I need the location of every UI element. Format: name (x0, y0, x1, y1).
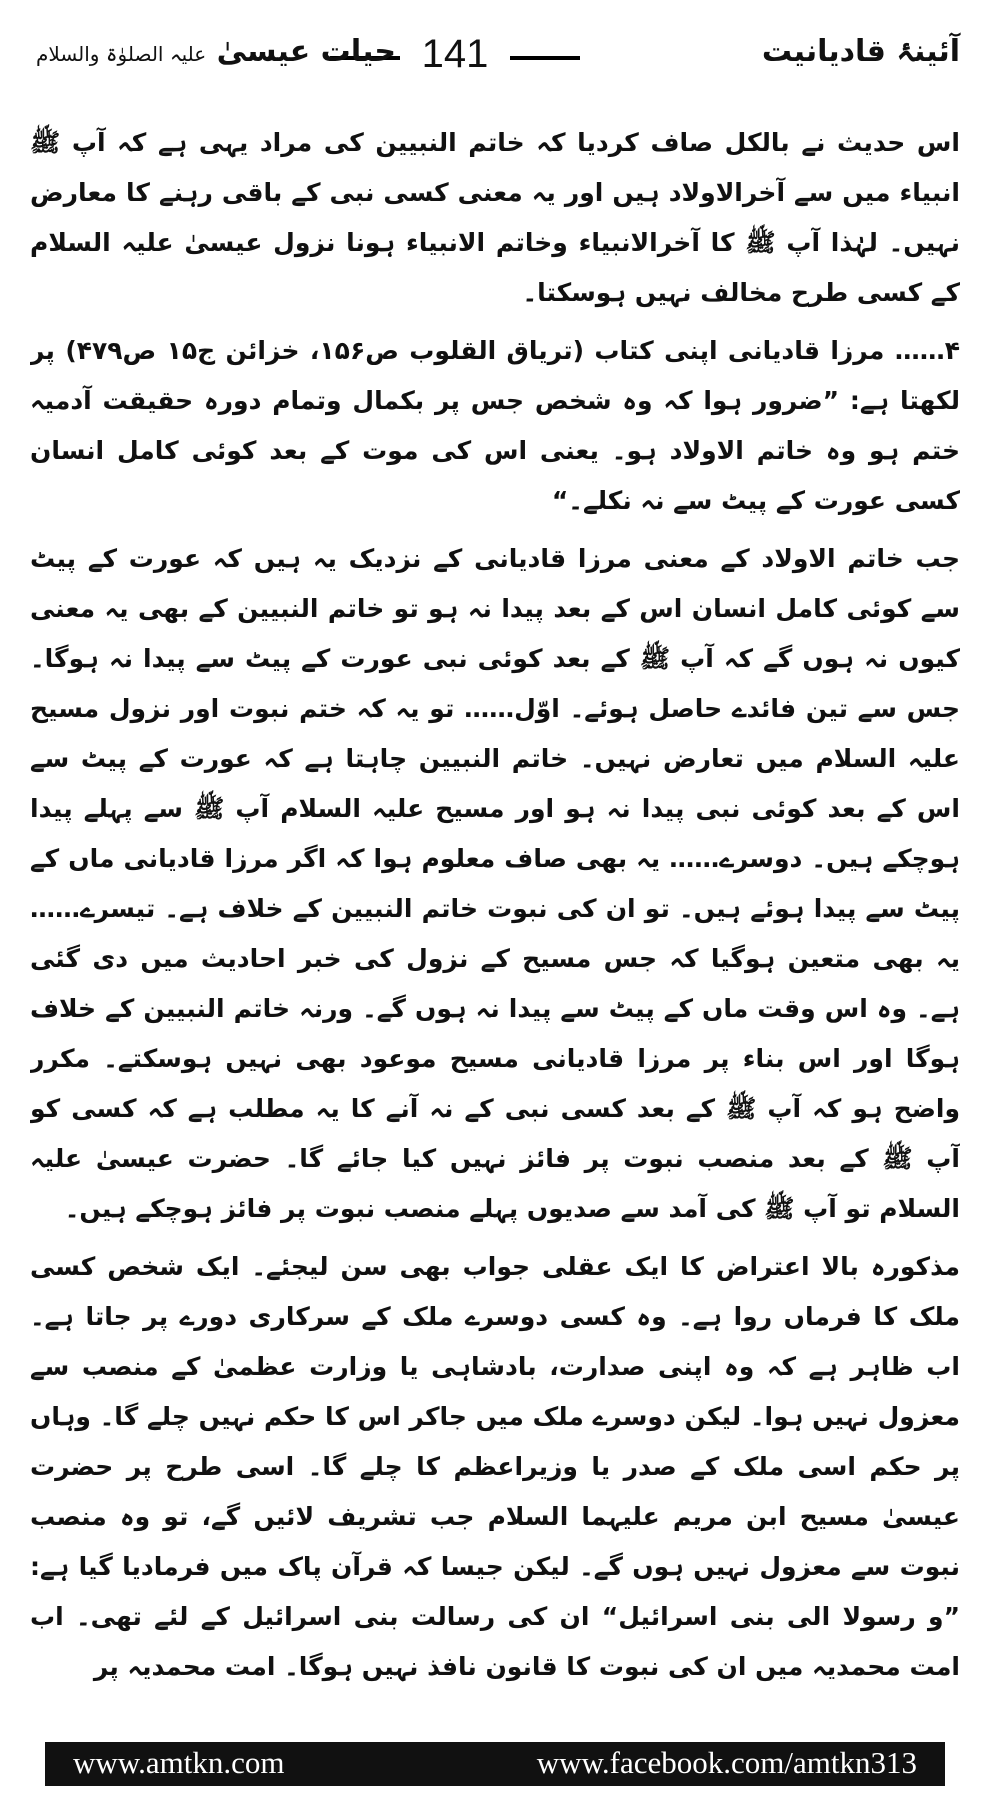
chapter-honorific: علیہ الصلوٰۃ والسلام (36, 42, 207, 66)
page-header (30, 28, 960, 88)
chapter-title-text: حیات عیسیٰ (216, 34, 396, 69)
website-link[interactable]: www.amtkn.com (73, 1745, 285, 1780)
page-footer (45, 1742, 945, 1786)
header-rule-right (510, 56, 580, 60)
paragraph-rational-answer: مذکورہ بالا اعتراض کا ایک عقلی جواب بھی سن لیجئے۔ ایک شخص کسی ملک کا فرماں روا ہے۔ وہ کسی دوسرے ملک کے سرکاری دورے پر جاتا ہے۔ اب ظاہر ہے کہ وہ اپنی صدارت، بادشاہی یا وزارت عظمیٰ کے منصب سے معزول نہیں ہوا۔ لیکن دوسرے ملک میں جاکر اس کا حکم نہیں چلے گا۔ وہاں پر حکم اسی ملک کے صدر یا وزیراعظم کا چلے گا۔ اسی طرح پر حضرت عیسیٰ مسیح ابن مریم علیہما السلام جب تشریف لائیں گے، تو وہ منصب نبوت سے معزول نہیں ہوں گے۔ لیکن جیسا کہ قرآن پاک میں فرمادیا گیا ہے: ”و رسولا الی بنی اسرائیل“ ان کی رسالت بنی اسرائیل کے لئے تھی۔ اب امت محمدیہ میں ان کی نبوت کا قانون نافذ نہیں ہوگا۔ امت محمدیہ پر (30, 1252, 960, 1681)
paragraph-mirza-quote: ۴…… مرزا قادیانی اپنی کتاب (تریاق القلوب ص۱۵۶، خزائن ج۱۵ ص۴۷۹) پر لکھتا ہے: ”ضرور ہوا کہ وہ شخص جس پر بکمال وتمام دورہ حقیقت آدمیہ ختم ہو وہ خاتم الاولاد ہو۔ یعنی اس کی موت کے بعد کوئی کامل انسان کسی عورت کے پیٹ سے نہ نکلے۔“ (30, 336, 960, 515)
page-number: 141 (421, 32, 489, 76)
paragraph-three-benefits: جب خاتم الاولاد کے معنی مرزا قادیانی کے نزدیک یہ ہیں کہ عورت کے پیٹ سے کوئی کامل انسان اس کے بعد پیدا نہ ہو تو خاتم النبیین کے بھی یہ معنی کیوں نہ ہوں گے کہ آپ ﷺ کے بعد کوئی نبی عورت کے پیٹ سے پیدا نہ ہوگا۔ جس سے تین فائدے حاصل ہوئے۔ اوّل…… تو یہ کہ ختم نبوت اور نزول مسیح علیہ السلام میں تعارض نہیں۔ خاتم النبیین چاہتا ہے کہ عورت کے پیٹ سے اس کے بعد کوئی نبی پیدا نہ ہو اور مسیح علیہ السلام آپ ﷺ سے پہلے پیدا ہوچکے ہیں۔ دوسرے…… یہ بھی صاف معلوم ہوا کہ اگر مرزا قادیانی ماں کے پیٹ سے پیدا ہوئے ہیں۔ تو ان کی نبوت خاتم النبیین کے خلاف ہے۔ تیسرے…… یہ بھی متعین ہوگیا کہ جس مسیح کے نزول کی خبر احادیث میں دی گئی ہے۔ وہ اس وقت ماں کے پیٹ سے پیدا نہ ہوں گے۔ ورنہ خاتم النبیین کے خلاف ہوگا اور اس بناء پر مرزا قادیانی مسیح موعود بھی نہیں ہوسکتے۔ مکرر واضح ہو کہ آپ ﷺ کے بعد کسی نبی کے نہ آنے کا یہ مطلب ہے کہ کسی کو آپ ﷺ کے بعد منصب نبوت پر فائز نہیں کیا جائے گا۔ حضرت عیسیٰ علیہ السلام تو آپ ﷺ کی آمد سے صدیوں پہلے منصب نبوت پر فائز ہوچکے ہیں۔ (30, 544, 960, 1223)
book-title: آئینۂ قادیانیت (761, 34, 960, 69)
chapter-title (36, 34, 396, 69)
paragraph-hadith-explanation: اس حدیث نے بالکل صاف کردیا کہ خاتم النبیین کی مراد یہی ہے کہ آپ ﷺ انبیاء میں سے آخرالاولاد ہیں اور یہ معنی کسی نبی کے باقی رہنے کا معارض نہیں۔ لہٰذا آپ ﷺ کا آخرالانبیاء وخاتم الانبیاء ہونا نزول عیسیٰ علیہ السلام کے کسی طرح مخالف نہیں ہوسکتا۔ (30, 128, 960, 307)
page-body (30, 118, 960, 1683)
facebook-link[interactable]: www.facebook.com/amtkn313 (536, 1745, 917, 1780)
